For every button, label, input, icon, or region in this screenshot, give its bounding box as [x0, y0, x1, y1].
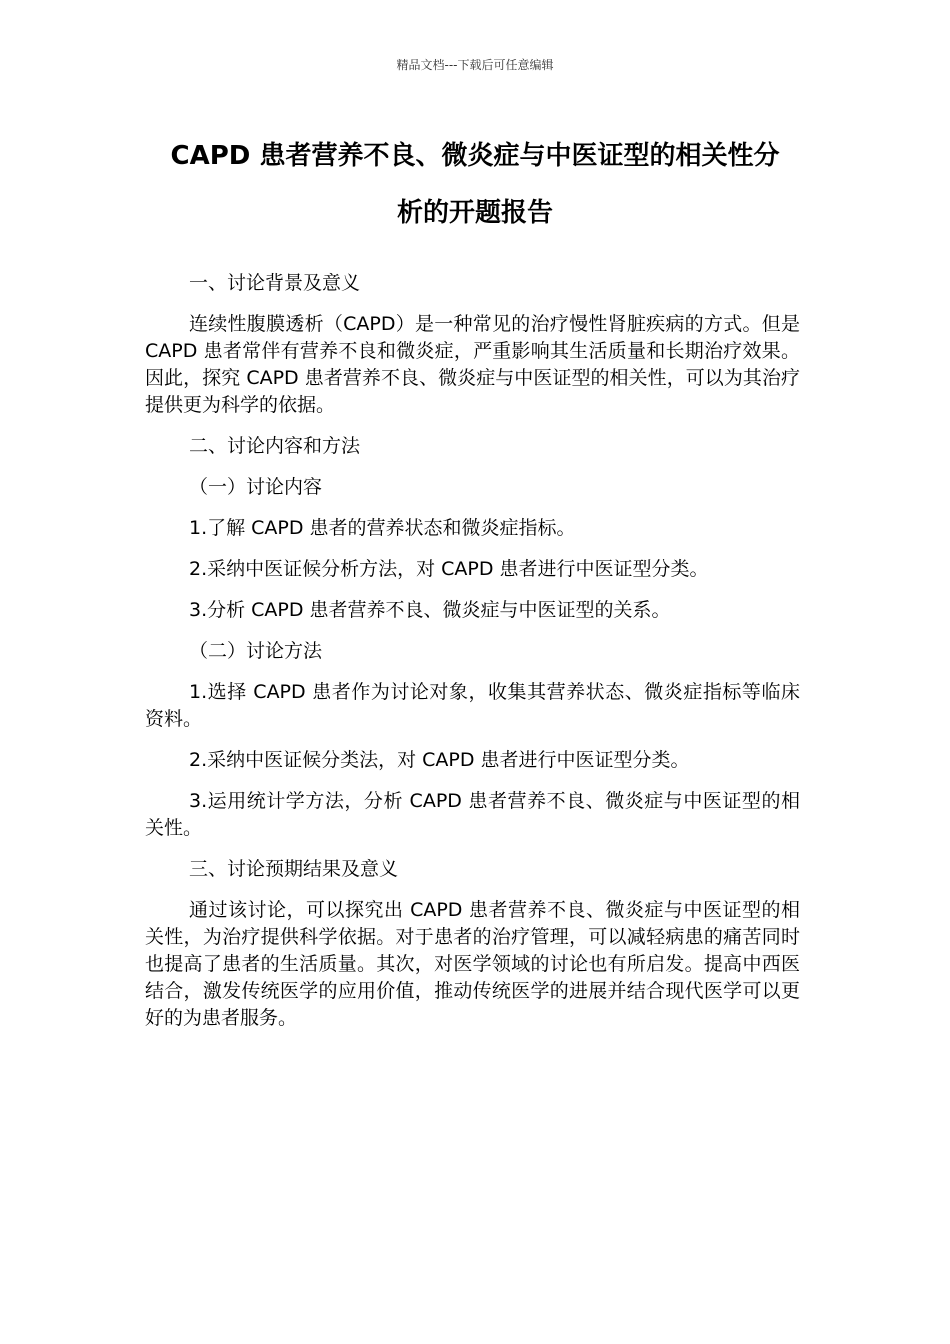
- list-item-content-3: 3.分析 CAPD 患者营养不良、微炎症与中医证型的关系。: [189, 599, 671, 621]
- section-heading-expected-results: 三、讨论预期结果及意义: [189, 858, 399, 880]
- list-item-content-1: 1.了解 CAPD 患者的营养状态和微炎症指标。: [189, 517, 576, 539]
- page-header: 精品文档---下载后可任意编辑: [396, 58, 554, 72]
- section-heading-content-methods: 二、讨论内容和方法: [189, 435, 361, 457]
- title-line-1: CAPD 患者营养不良、微炎症与中医证型的相关性分: [170, 141, 780, 171]
- subsection-heading-content: （一）讨论内容: [189, 476, 323, 498]
- paragraph-expected-results: 通过该讨论，可以探究出 CAPD 患者营养不良、微炎症与中医证型的相关性，为治疗提供科学依据。对于患者的治疗管理，可以减轻病患的痛苦同时也提高了患者的生活质量。其次，对医学领域的讨论也有所启发。提高中西医结合，激发传统医学的应用价值，推动传统医学的进展并结合现代医学可以更好的为患者服务。: [145, 899, 800, 1029]
- paragraph-background: 连续性腹膜透析（CAPD）是一种常见的治疗慢性肾脏疾病的方式。但是 CAPD 患者常伴有营养不良和微炎症，严重影响其生活质量和长期治疗效果。因此，探究 CAPD 患者营养不良、微炎症与中医证型的相关性，可以为其治疗提供更为科学的依据。: [145, 313, 800, 416]
- title-line-2: 析的开题报告: [396, 198, 553, 228]
- list-item-methods-3: 3.运用统计学方法，分析 CAPD 患者营养不良、微炎症与中医证型的相关性。: [145, 790, 800, 839]
- section-heading-background: 一、讨论背景及意义: [189, 272, 361, 294]
- subsection-heading-methods: （二）讨论方法: [189, 640, 323, 662]
- list-item-content-2: 2.采纳中医证候分析方法，对 CAPD 患者进行中医证型分类。: [189, 558, 709, 580]
- list-item-methods-1: 1.选择 CAPD 患者作为讨论对象，收集其营养状态、微炎症指标等临床资料。: [145, 681, 800, 730]
- document-title: [140, 128, 810, 242]
- document-body: [145, 270, 800, 1046]
- list-item-methods-2: 2.采纳中医证候分类法，对 CAPD 患者进行中医证型分类。: [189, 749, 690, 771]
